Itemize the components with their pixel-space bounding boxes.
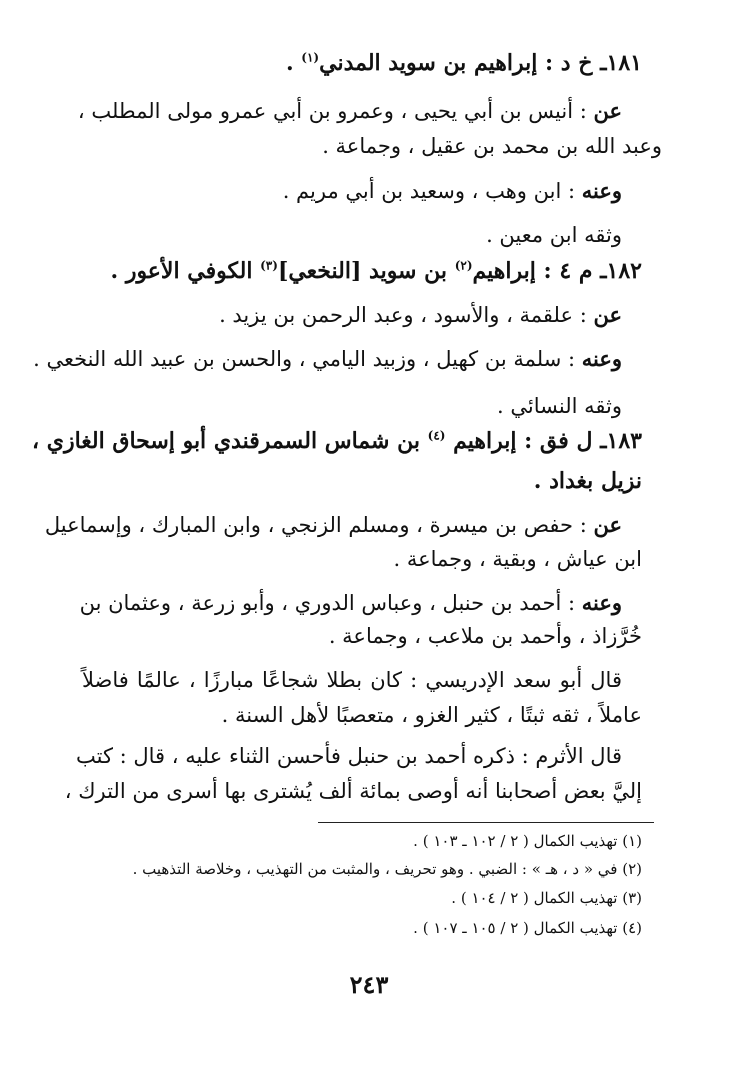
entry-181-from-cont: وعبد الله بن محمد بن عقيل ، وجماعة . bbox=[322, 134, 662, 158]
footnote-1: (١) تهذيب الكمال ( ٢ / ١٠٢ ـ ١٠٣ ) . bbox=[413, 832, 642, 850]
entry-183-from bbox=[44, 512, 622, 538]
page-number: ٢٤٣ bbox=[349, 970, 389, 999]
entry-183-heading bbox=[32, 428, 642, 454]
entry-181-from bbox=[77, 98, 622, 124]
entry-182-to-text: : سلمة بن كهيل ، وزبيد اليامي ، والحسن بن عبيد الله النخعي . bbox=[33, 347, 582, 371]
entry-183-from-text: : حفص بن ميسرة ، ومسلم الزنجي ، وابن المبارك ، وإسماعيل bbox=[44, 513, 594, 537]
entry-183-quote-athram-cont: إليَّ بعض أصحابنا أنه أوصى بمائة ألف يُشترى بها أسرى من الترك ، bbox=[64, 779, 642, 803]
entry-182-from-text: : علقمة ، والأسود ، وعبد الرحمن بن يزيد . bbox=[219, 303, 594, 327]
entry-183-from-cont: ابن عياش ، وبقية ، وجماعة . bbox=[393, 547, 642, 571]
entry-182-to-label: وعنه bbox=[581, 346, 622, 371]
entry-182-name: بن سويد [النخعي] bbox=[277, 258, 455, 284]
entry-183-quote-idrisi: قال أبو سعد الإدريسي : كان بطلا شجاعًا مبارزًا ، عالمًا فاضلاً bbox=[82, 668, 622, 692]
entry-181-heading-end: . bbox=[285, 50, 302, 76]
entry-183-to-text: : أحمد بن حنبل ، وعباس الدوري ، وأبو زرعة ، وعثمان بن bbox=[79, 591, 582, 615]
entry-181-heading bbox=[82, 50, 642, 76]
footnote-ref-2: (٢) bbox=[454, 258, 473, 273]
footnote-2: (٢) في « د ، هـ » : الضبي . وهو تحريف ، والمثبت من التهذيب ، وخلاصة التذهيب . bbox=[132, 860, 642, 878]
entry-182-heading-end: الكوفي الأعور . bbox=[110, 258, 261, 284]
entry-181-to-label: وعنه bbox=[581, 178, 622, 203]
entry-181-name: إبراهيم بن سويد المدني bbox=[319, 50, 538, 76]
entry-182-number: ١٨٢ـ م ٤ : إبراهيم bbox=[472, 258, 642, 284]
entry-183-name: بن شماس السمرقندي أبو إسحاق الغازي ، bbox=[32, 428, 428, 454]
entry-181-to-text: : ابن وهب ، وسعيد بن أبي مريم . bbox=[282, 179, 582, 203]
entry-181-to bbox=[62, 178, 622, 204]
footnote-ref-3: (٣) bbox=[260, 258, 278, 273]
entry-181-from-text: : أنيس بن أبي يحيى ، وعمرو بن أبي عمرو مولى المطلب ، bbox=[77, 99, 594, 123]
footnote-4: (٤) تهذيب الكمال ( ٢ / ١٠٥ ـ ١٠٧ ) . bbox=[413, 919, 642, 937]
entry-181-from-label: عن bbox=[593, 98, 622, 123]
entry-183-quote-athram: قال الأثرم : ذكره أحمد بن حنبل فأحسن الثناء عليه ، قال : كتب bbox=[76, 744, 622, 768]
entry-183-heading-cont: نزيل بغداد . bbox=[533, 468, 642, 494]
entry-182-heading bbox=[82, 258, 642, 284]
entry-182-to bbox=[33, 346, 622, 372]
footnote-rule bbox=[318, 822, 654, 823]
entry-183-number: ١٨٣ـ ل فق : إبراهيم bbox=[445, 428, 642, 454]
entry-181-number: ١٨١ـ خ د : bbox=[537, 50, 642, 76]
entry-183-to bbox=[79, 590, 622, 616]
footnote-ref-4: (٤) bbox=[427, 428, 446, 443]
entry-183-from-label: عن bbox=[593, 512, 622, 537]
footnote-3: (٣) تهذيب الكمال ( ٢ / ١٠٤ ) . bbox=[451, 889, 642, 907]
entry-182-from bbox=[62, 302, 622, 328]
footnote-ref-1: (١) bbox=[301, 50, 320, 65]
entry-183-quote-idrisi-cont: عاملاً ، ثقه ثبتًا ، كثير الغزو ، متعصبًا لأهل السنة . bbox=[221, 703, 642, 727]
entry-183-to-label: وعنه bbox=[581, 590, 622, 615]
entry-182-grading: وثقه النسائي . bbox=[497, 394, 622, 418]
entry-182-from-label: عن bbox=[593, 302, 622, 327]
entry-183-to-cont: خُرَّزاذ ، وأحمد بن ملاعب ، وجماعة . bbox=[328, 624, 642, 648]
entry-181-grading: وثقه ابن معين . bbox=[486, 223, 622, 247]
